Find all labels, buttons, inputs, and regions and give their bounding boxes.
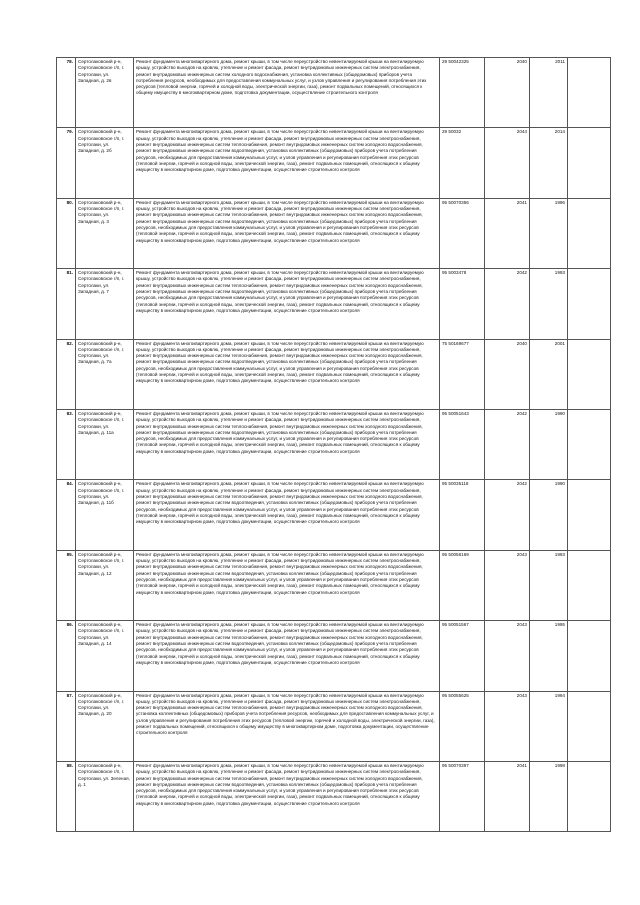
planned-year-cell: 2040 — [485, 339, 530, 409]
address-cell: Сертолаковский р-н, Сертолаковское г/п, г. Сертолаки, ул. Западная, д. 3 — [76, 198, 134, 268]
built-year-cell: 1996 — [530, 198, 568, 268]
built-year-cell: 1993 — [530, 550, 568, 620]
empty-cell — [568, 339, 611, 409]
code-cell: 95 50070356 — [440, 198, 485, 268]
built-year-cell: 1994 — [530, 691, 568, 761]
table-row — [57, 58, 611, 128]
address-cell: Сертолаковский р-н, Сертолаковское г/п, г. Сертолаки, ул. Западная, д. 20 — [76, 691, 134, 761]
row-number: 82. — [57, 339, 76, 409]
row-number: 86. — [57, 621, 76, 691]
works-cell: Ремонт фундамента многоквартирного дома, ремонт крыши, в том числе переустройство невентилируемой крыши на вентилируемую крышу, устройство выходов на кровлю, утепление и ремонт фасада, ремонт внутридомовых инженерных систем электроснабжения, ремонт внутридомовых инженерных систем теплоснабжения, ремонт внутридомовых инженерных систем холодного водоснабжения, установка коллективных (общедомовых) приборов учета потребления ресурсов, необходимых для предоставления коммунальных услуг, и узлов управления и регулирования потребления этих ресурсов (тепловой энергии, горячей и холодной воды, электрической энергии, газа), ремонт подвальных помещений, относящихся к общему имуществу в многоквартирном доме, подготовка документации, осуществление строительного контроля — [134, 691, 440, 761]
row-number: 80. — [57, 198, 76, 268]
address-cell: Сертолаковский р-н, Сертолаковское г/п, г. Сертолаки, ул. Западная, д. 11б — [76, 480, 134, 550]
empty-cell — [568, 550, 611, 620]
works-cell: Ремонт фундамента многоквартирного дома, ремонт крыши, в том числе переустройство невентилируемой крыши на вентилируемую крышу, устройство выходов на кровлю, утепление и ремонт фасада, ремонт внутридомовых инженерных систем электроснабжения, ремонт внутридомовых инженерных систем теплоснабжения, ремонт внутридомовых инженерных систем холодного водоснабжения, ремонт внутридомовых инженерных систем водоотведения, установка коллективных (общедомовых) приборов учета потребления ресурсов, необходимых для предоставления коммунальных услуг, и узлов управления и регулирования потребления этих ресурсов (тепловой энергии, горячей и холодной воды, электрической энергии, газа), ремонт подвальных помещений, относящихся к общему имуществу в многоквартирном доме, подготовка документации, осуществление строительного контроля — [134, 128, 440, 198]
works-cell: Ремонт фундамента многоквартирного дома, ремонт крыши, в том числе переустройство невентилируемой крыши на вентилируемую крышу, устройство выходов на кровлю, утепление и ремонт фасада, ремонт внутридомовых инженерных систем электроснабжения, ремонт внутридомовых инженерных систем теплоснабжения, ремонт внутридомовых инженерных систем холодного водоснабжения, ремонт внутридомовых инженерных систем водоотведения, установка коллективных (общедомовых) приборов учета потребления ресурсов, необходимых для предоставления коммунальных услуг, и узлов управления и регулирования потребления этих ресурсов (тепловой энергии, горячей и холодной воды, электрической энергии, газа), ремонт подвальных помещений, относящихся к общему имуществу в многоквартирном доме, подготовка документации, осуществление строительного контроля — [134, 621, 440, 691]
code-cell: 29 50042325 — [440, 58, 485, 128]
planned-year-cell: 2043 — [485, 691, 530, 761]
row-number: 83. — [57, 409, 76, 479]
address-cell: Сертолаковский р-н, Сертолаковское г/п, г. Сертолаки, ул. Западная, д. 7 — [76, 269, 134, 339]
empty-cell — [568, 480, 611, 550]
planned-year-cell: 2042 — [485, 409, 530, 479]
planned-year-cell: 2043 — [485, 621, 530, 691]
planned-year-cell: 2042 — [485, 480, 530, 550]
empty-cell — [568, 761, 611, 831]
planned-year-cell: 2041 — [485, 198, 530, 268]
built-year-cell: 2001 — [530, 339, 568, 409]
works-cell: Ремонт фундамента многоквартирного дома, ремонт крыши, в том числе переустройство невентилируемой крыши на вентилируемую крышу, устройство выходов на кровлю, утепление и ремонт фасада, ремонт внутридомовых инженерных систем электроснабжения, ремонт внутридомовых инженерных систем теплоснабжения, ремонт внутридомовых инженерных систем холодного водоснабжения, ремонт внутридомовых инженерных систем водоотведения, установка коллективных (общедомовых) приборов учета потребления ресурсов, необходимых для предоставления коммунальных услуг, и узлов управления и регулирования потребления этих ресурсов (тепловой энергии, горячей и холодной воды, электрической энергии, газа), ремонт подвальных помещений, относящихся к общему имуществу в многоквартирном доме, подготовка документации, осуществление строительного контроля — [134, 269, 440, 339]
row-number: 85. — [57, 550, 76, 620]
works-cell: Ремонт фундамента многоквартирного дома, ремонт крыши, в том числе переустройство невентилируемой крыши на вентилируемую крышу, устройство выходов на кровлю, утепление и ремонт фасада, ремонт внутридомовых инженерных систем электроснабжения, ремонт внутридомовых инженерных систем теплоснабжения, ремонт внутридомовых инженерных систем холодного водоснабжения, ремонт внутридомовых инженерных систем водоотведения, установка коллективных (общедомовых) приборов учета потребления ресурсов, необходимых для предоставления коммунальных услуг, и узлов управления и регулирования потребления этих ресурсов (тепловой энергии, горячей и холодной воды, электрической энергии, газа), ремонт подвальных помещений, относящихся к общему имуществу в многоквартирном доме, подготовка документации, осуществление строительного контроля — [134, 480, 440, 550]
code-cell: 95 50055625 — [440, 691, 485, 761]
planned-year-cell: 2042 — [485, 269, 530, 339]
works-cell: Ремонт фундамента многоквартирного дома, ремонт крыши, в том числе переустройство невентилируемой крыши на вентилируемую крышу, устройство выходов на кровлю, утепление и ремонт фасада, ремонт внутридомовых инженерных систем электроснабжения, ремонт внутридомовых инженерных систем холодного водоснабжения, установка коллективных (общедомовых) приборов учета потребления ресурсов, необходимых для предоставления коммунальных услуг, и узлов управления и регулирования потребления этих ресурсов (тепловой энергии, горячей и холодной воды, электрической энергии, газа), ремонт подвальных помещений, относящихся к общему имуществу в многоквартирном доме, подготовка документации, осуществление строительного контроля — [134, 58, 440, 128]
row-number: 79. — [57, 128, 76, 198]
works-cell: Ремонт фундамента многоквартирного дома, ремонт крыши, в том числе переустройство невентилируемой крыши на вентилируемую крышу, устройство выходов на кровлю, утепление и ремонт фасада, ремонт внутридомовых инженерных систем электроснабжения, ремонт внутридомовых инженерных систем теплоснабжения, ремонт внутридомовых инженерных систем холодного водоснабжения, ремонт внутридомовых инженерных систем водоотведения, установка коллективных (общедомовых) приборов учета потребления ресурсов, необходимых для предоставления коммунальных услуг, и узлов управления и регулирования потребления этих ресурсов (тепловой энергии, горячей и холодной воды, электрической энергии, газа), ремонт подвальных помещений, относящихся к общему имуществу в многоквартирном доме, подготовка документации, осуществление строительного контроля — [134, 339, 440, 409]
code-cell: 75 50169677 — [440, 339, 485, 409]
empty-cell — [568, 198, 611, 268]
row-number: 84. — [57, 480, 76, 550]
built-year-cell: 1990 — [530, 409, 568, 479]
works-cell: Ремонт фундамента многоквартирного дома, ремонт крыши, в том числе переустройство невентилируемой крыши на вентилируемую крышу, устройство выходов на кровлю, утепление и ремонт фасада, ремонт внутридомовых инженерных систем электроснабжения, ремонт внутридомовых инженерных систем теплоснабжения, ремонт внутридомовых инженерных систем холодного водоснабжения, ремонт внутридомовых инженерных систем водоотведения, установка коллективных (общедомовых) приборов учета потребления ресурсов, необходимых для предоставления коммунальных услуг, и узлов управления и регулирования потребления этих ресурсов (тепловой энергии, горячей и холодной воды, электрической энергии, газа), ремонт подвальных помещений, относящихся к общему имуществу в многоквартирном доме, подготовка документации, осуществление строительного контроля — [134, 198, 440, 268]
row-number: 81. — [57, 269, 76, 339]
code-cell: 95 50051643 — [440, 409, 485, 479]
row-number: 88. — [57, 761, 76, 831]
built-year-cell: 2014 — [530, 128, 568, 198]
code-cell: 29 50032 — [440, 128, 485, 198]
planned-year-cell: 2043 — [485, 550, 530, 620]
table-row — [57, 550, 611, 620]
empty-cell — [568, 691, 611, 761]
code-cell: 95 50070397 — [440, 761, 485, 831]
empty-cell — [568, 409, 611, 479]
table-row — [57, 480, 611, 550]
table-row — [57, 691, 611, 761]
row-number: 78. — [57, 58, 76, 128]
planned-year-cell: 2041 — [485, 761, 530, 831]
table-row — [57, 339, 611, 409]
planned-year-cell: 2040 — [485, 58, 530, 128]
code-cell: 95 50051567 — [440, 621, 485, 691]
address-cell: Сертолаковский р-н, Сертолаковское г/п, г. Сертолаки, ул. Западная, д. 2в — [76, 58, 134, 128]
empty-cell — [568, 128, 611, 198]
works-cell: Ремонт фундамента многоквартирного дома, ремонт крыши, в том числе переустройство невентилируемой крыши на вентилируемую крышу, устройство выходов на кровлю, утепление и ремонт фасада, ремонт внутридомовых инженерных систем электроснабжения, ремонт внутридомовых инженерных систем теплоснабжения, ремонт внутридомовых инженерных систем холодного водоснабжения, ремонт внутридомовых инженерных систем водоотведения, установка коллективных (общедомовых) приборов учета потребления ресурсов, необходимых для предоставления коммунальных услуг, и узлов управления и регулирования потребления этих ресурсов (тепловой энергии, горячей и холодной воды, электрической энергии, газа), ремонт подвальных помещений, относящихся к общему имуществу в многоквартирном доме, подготовка документации, осуществление строительного контроля — [134, 761, 440, 831]
table-row — [57, 269, 611, 339]
address-cell: Сертолаковский р-н, Сертолаковское г/п, г. Сертолаки, ул. Зеленая, д. 1 — [76, 761, 134, 831]
table-row — [57, 761, 611, 831]
built-year-cell: 1995 — [530, 621, 568, 691]
table-row — [57, 198, 611, 268]
row-number: 87. — [57, 691, 76, 761]
empty-cell — [568, 621, 611, 691]
address-cell: Сертолаковский р-н, Сертолаковское г/п, г. Сертолаки, ул. Западная, д. 11а — [76, 409, 134, 479]
document-page — [56, 57, 610, 832]
empty-cell — [568, 269, 611, 339]
works-cell: Ремонт фундамента многоквартирного дома, ремонт крыши, в том числе переустройство невентилируемой крыши на вентилируемую крышу, устройство выходов на кровлю, утепление и ремонт фасада, ремонт внутридомовых инженерных систем электроснабжения, ремонт внутридомовых инженерных систем теплоснабжения, ремонт внутридомовых инженерных систем холодного водоснабжения, ремонт внутридомовых инженерных систем водоотведения, установка коллективных (общедомовых) приборов учета потребления ресурсов, необходимых для предоставления коммунальных услуг, и узлов управления и регулирования потребления этих ресурсов (тепловой энергии, горячей и холодной воды, электрической энергии, газа), ремонт подвальных помещений, относящихся к общему имуществу в многоквартирном доме, подготовка документации, осуществление строительного контроля — [134, 409, 440, 479]
table-body — [57, 58, 611, 832]
works-cell: Ремонт фундамента многоквартирного дома, ремонт крыши, в том числе переустройство невентилируемой крыши на вентилируемую крышу, устройство выходов на кровлю, утепление и ремонт фасада, ремонт внутридомовых инженерных систем электроснабжения, ремонт внутридомовых инженерных систем теплоснабжения, ремонт внутридомовых инженерных систем холодного водоснабжения, ремонт внутридомовых инженерных систем водоотведения, установка коллективных (общедомовых) приборов учета потребления ресурсов, необходимых для предоставления коммунальных услуг, и узлов управления и регулирования потребления этих ресурсов (тепловой энергии, горячей и холодной воды, электрической энергии, газа), ремонт подвальных помещений, относящихся к общему имуществу в многоквартирном доме, подготовка документации, осуществление строительного контроля — [134, 550, 440, 620]
built-year-cell: 1993 — [530, 269, 568, 339]
table-row — [57, 128, 611, 198]
table-row — [57, 621, 611, 691]
built-year-cell: 1998 — [530, 761, 568, 831]
code-cell: 95 50035118 — [440, 480, 485, 550]
address-cell: Сертолаковский р-н, Сертолаковское г/п, г. Сертолаки, ул. Западная, д. 14 — [76, 621, 134, 691]
table-row — [57, 409, 611, 479]
address-cell: Сертолаковский р-н, Сертолаковское г/п, г. Сертолаки, ул. Западная, д. 12 — [76, 550, 134, 620]
empty-cell — [568, 58, 611, 128]
built-year-cell: 1990 — [530, 480, 568, 550]
address-cell: Сертолаковский р-н, Сертолаковское г/п, г. Сертолаки, ул. Западная, д. 2б — [76, 128, 134, 198]
address-cell: Сертолаковский р-н, Сертолаковское г/п, г. Сертолаки, ул. Западная, д. 7а — [76, 339, 134, 409]
repair-program-table — [56, 57, 611, 832]
code-cell: 95 5003478 — [440, 269, 485, 339]
planned-year-cell: 2044 — [485, 128, 530, 198]
code-cell: 95 50056169 — [440, 550, 485, 620]
built-year-cell: 2011 — [530, 58, 568, 128]
